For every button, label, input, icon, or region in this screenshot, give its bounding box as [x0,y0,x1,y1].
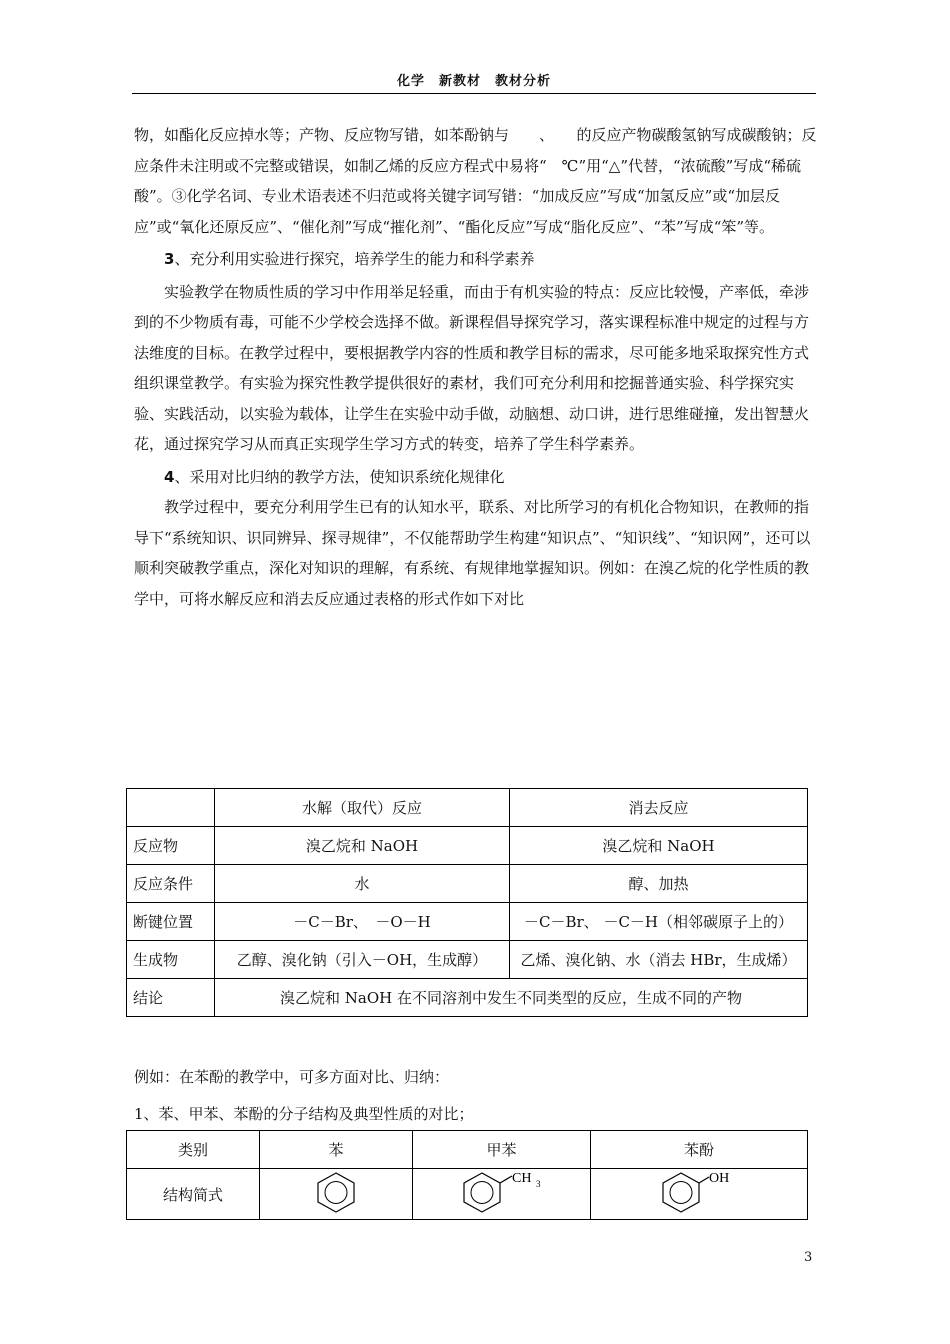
heading-number: 3 [164,250,175,268]
toluene-structure-icon [452,1170,552,1214]
header-phenol: 苯酚 [591,1131,808,1169]
section-heading-3 [134,244,818,275]
paragraph-phenol-item: 1、苯、甲苯、苯酚的分子结构及典型性质的对比； [134,1104,474,1123]
heading-number: 4 [164,467,175,486]
header-toluene: 甲苯 [413,1131,591,1169]
table-row [127,827,808,865]
cell-elimination: 醇、加热 [510,865,808,903]
paragraph-experiment: 实验教学在物质性质的学习中作用举足轻重，而由于有机实验的特点：反应比较慢，产率低，牵涉到的不少物质有毒，可能不少学校会选择不做。新课程倡导探究学习，落实课程标准中规定的过程与方法维度的目标。在教学过程中，要根据教学内容的性质和教学目标的需求，尽可能多地采取探究性方式组织课堂教学。有实验为探究性教学提供很好的素材，我们可充分利用和挖掘普通实验、科学探究实验、实践活动，以实验为载体，让学生在实验中动手做，动脑想、动口讲，进行思维碰撞，发出智慧火花，通过探究学习从而真正实现学生学习方式的转变，培养了学生科学素养。 [134,282,810,453]
row-label: 结论 [127,979,215,1017]
table-row [127,865,808,903]
body-text-block [134,120,818,614]
benzene-structure-cell [260,1169,413,1220]
toluene-subscript-label: 3 [535,1179,540,1189]
phenol-structure-cell [591,1169,808,1220]
table-corner-cell [127,789,215,827]
table-header-row [127,1131,808,1169]
table-header-row [127,789,808,827]
aromatic-comparison-table [126,1130,808,1220]
cell-elimination: 乙烯、溴化钠、水（消去 HBr，生成烯） [510,941,808,979]
heading-text: 、充分利用实验进行探究，培养学生的能力和科学素养 [174,250,535,268]
bromoethane-reaction-table [126,788,808,1017]
cell-hydrolysis: 水 [215,865,510,903]
phenol-structure-icon [651,1170,747,1214]
paragraph-errors: 物，如酯化反应掉水等；产物、反应物写错，如苯酚钠与 、 的反应产物碳酸氢钠写成碳酸钠；反应条件未注明或不完整或错误，如制乙烯的反应方程式中易将“ ℃”用“△”代替，“浓硫酸”写成“稀硫酸”。③化学名词、专业术语表述不归范或将关键字词写错：“加成反应”写成“加氢反应”或“加层反应”或“氧化还原反应”、“催化剂”写成“摧化剂”、“酯化反应”写成“脂化反应”、“苯”写成“笨”等。 [134,126,817,236]
header-category: 类别 [127,1131,260,1169]
table-row [127,903,808,941]
header-hydrolysis: 水解（取代）反应 [215,789,510,827]
row-label: 生成物 [127,941,215,979]
toluene-substituent-label: CH [511,1171,531,1186]
table-row-conclusion [127,979,808,1017]
page-number: 3 [804,1250,813,1265]
table-row [127,941,808,979]
row-label: 结构简式 [127,1169,260,1220]
cell-hydrolysis: －C－Br、 －O－H [215,903,510,941]
cell-conclusion: 溴乙烷和 NaOH 在不同溶剂中发生不同类型的反应，生成不同的产物 [215,979,808,1017]
header-benzene: 苯 [260,1131,413,1169]
row-label: 断键位置 [127,903,215,941]
table-row-structure [127,1169,808,1220]
page-header: 化学 新教材 教材分析 [132,70,816,94]
cell-elimination: －C－Br、 －C－H（相邻碳原子上的） [510,903,808,941]
body-text-block-2 [134,1062,818,1129]
paragraph-comparison: 教学过程中，要充分利用学生已有的认知水平，联系、对比所学习的有机化合物知识，在教师的指导下“系统知识、识同辨异、探寻规律”，不仅能帮助学生构建“知识点”、“知识线”、“知识网”，还可以顺利突破教学重点，深化对知识的理解，有系统、有规律地掌握知识。例如：在溴乙烷的化学性质的教学中，可将水解反应和消去反应通过表格的形式作如下对比 [134,498,811,608]
phenol-substituent-label: OH [709,1171,730,1186]
section-heading-4 [134,462,818,493]
toluene-structure-cell [413,1169,591,1220]
header-elimination: 消去反应 [510,789,808,827]
cell-elimination: 溴乙烷和 NaOH [510,827,808,865]
row-label: 反应条件 [127,865,215,903]
row-label: 反应物 [127,827,215,865]
paragraph-phenol-intro: 例如：在苯酚的教学中，可多方面对比、归纳： [134,1068,450,1086]
benzene-structure-icon [313,1170,359,1214]
cell-hydrolysis: 乙醇、溴化钠（引入－OH，生成醇） [215,941,510,979]
cell-hydrolysis: 溴乙烷和 NaOH [215,827,510,865]
heading-text: 、采用对比归纳的教学方法，使知识系统化规律化 [174,467,505,486]
